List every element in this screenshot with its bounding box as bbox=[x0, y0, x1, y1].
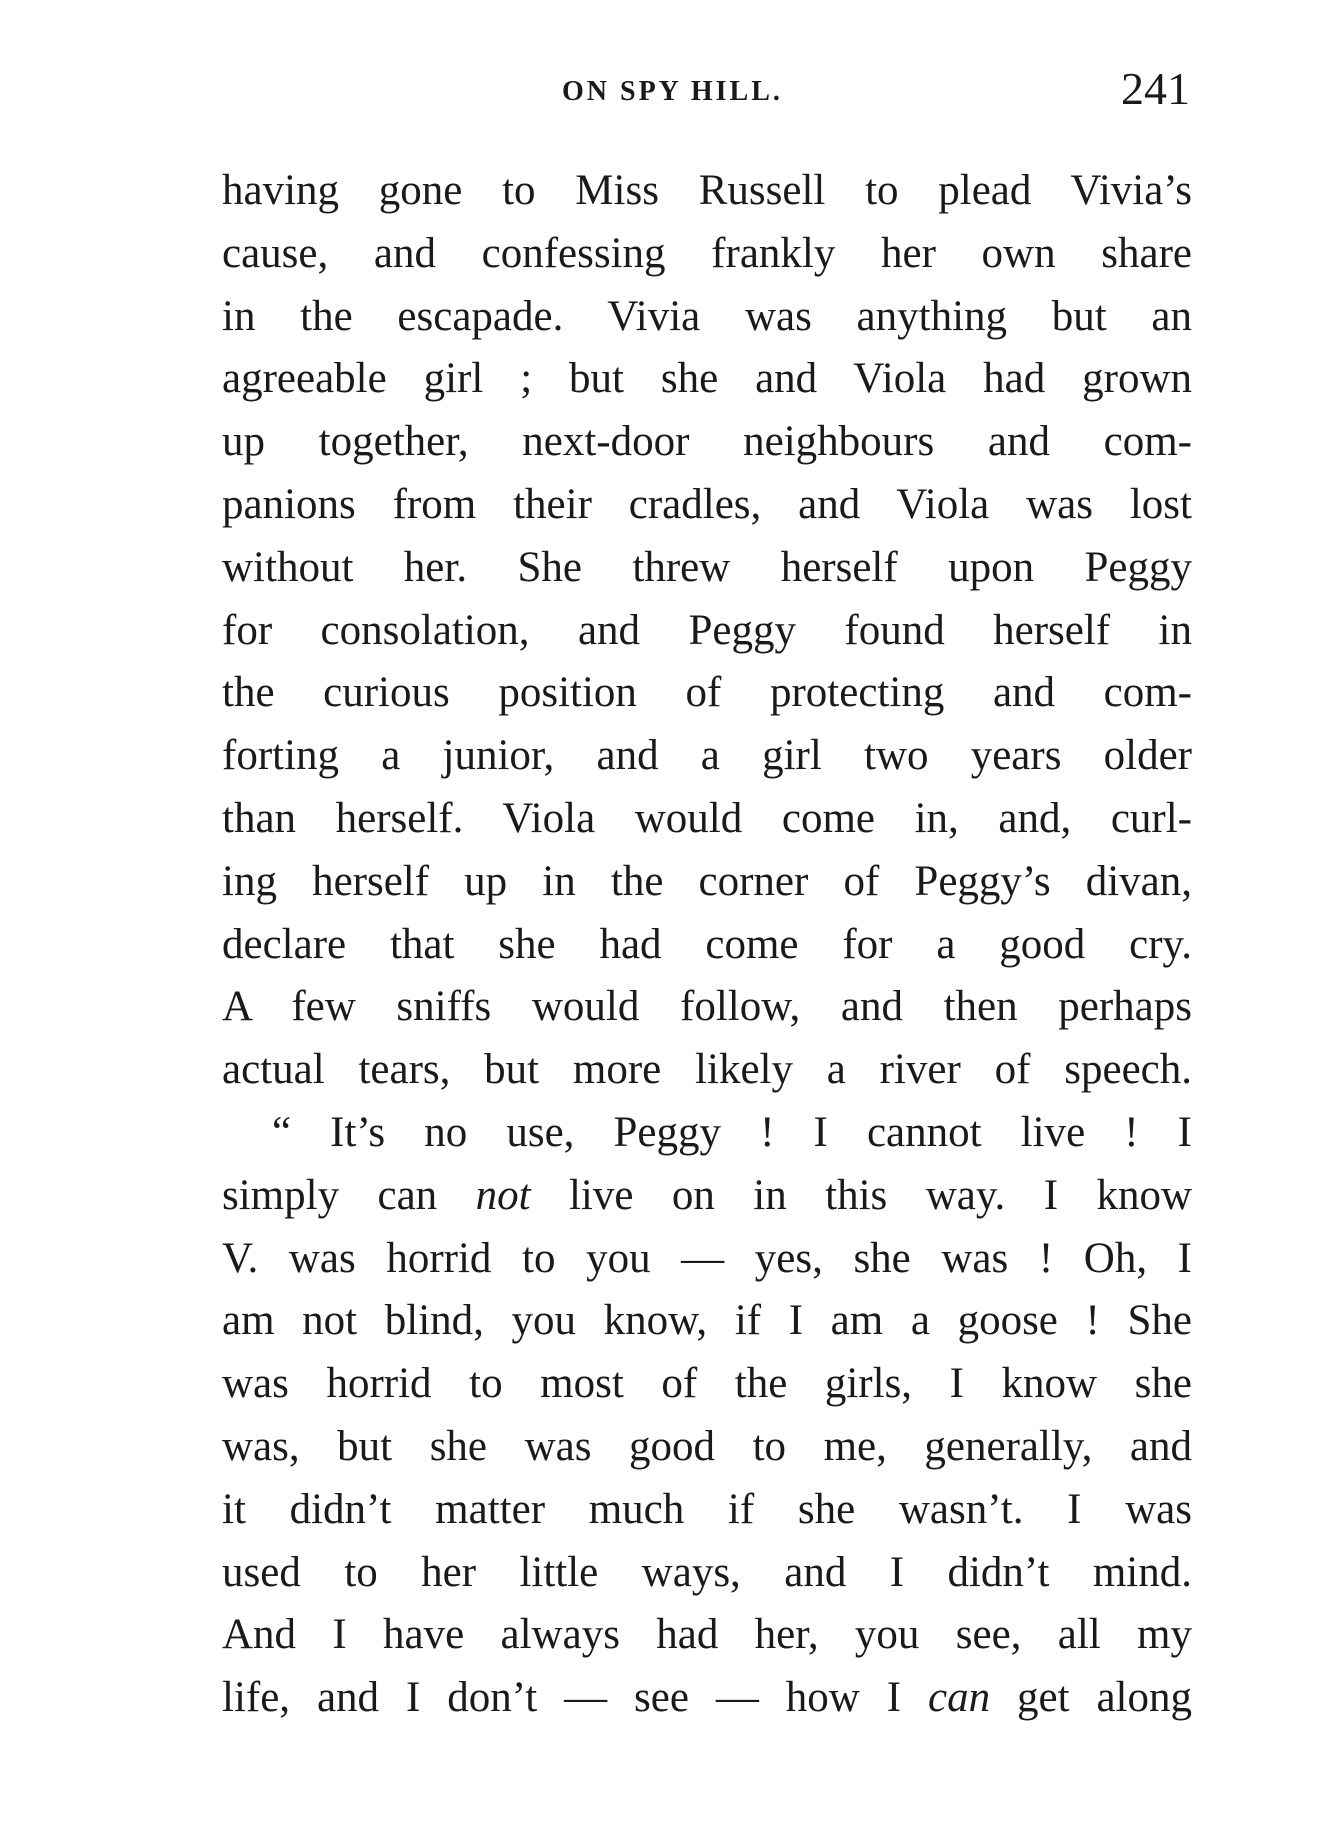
text-line-with-italic bbox=[222, 1165, 1192, 1228]
text-line-with-italic bbox=[222, 1667, 1192, 1730]
text-line: than herself. Viola would come in, and, curl- bbox=[222, 794, 1192, 842]
text-fragment: live on in this way. I know bbox=[568, 1171, 1193, 1219]
text-line: “ It’s no use, Peggy ! I cannot live ! I bbox=[272, 1108, 1192, 1156]
text-line: forting a junior, and a girl two years older bbox=[222, 732, 1192, 780]
text-line: without her. She threw herself upon Peggy bbox=[222, 543, 1192, 591]
text-line: was, but she was good to me, generally, and bbox=[222, 1422, 1192, 1470]
text-line: declare that she had come for a good cry. bbox=[222, 920, 1192, 968]
text-line: agreeable girl ; but she and Viola had grown bbox=[222, 355, 1192, 403]
text-line: was horrid to most of the girls, I know she bbox=[222, 1360, 1192, 1408]
italic-word: not bbox=[475, 1171, 531, 1219]
body-text bbox=[222, 160, 1192, 1730]
text-line: am not blind, you know, if I am a goose ! She bbox=[222, 1297, 1192, 1345]
text-line: panions from their cradles, and Viola was lost bbox=[222, 480, 1192, 528]
text-line: ing herself up in the corner of Peggy’s divan, bbox=[222, 857, 1192, 905]
text-line: the curious position of protecting and com- bbox=[222, 669, 1192, 717]
text-line: A few sniffs would follow, and then perhaps bbox=[222, 983, 1192, 1031]
text-line: actual tears, but more likely a river of speech. bbox=[222, 1046, 1192, 1094]
text-line: And I have always had her, you see, all my bbox=[222, 1611, 1192, 1659]
running-title: ON SPY HILL. bbox=[562, 76, 783, 107]
text-line: having gone to Miss Russell to plead Vivia’s bbox=[222, 167, 1192, 214]
text-fragment: simply can bbox=[222, 1171, 438, 1219]
page-number: 241 bbox=[1121, 63, 1190, 114]
text-fragment: life, and I don’t — see — how I bbox=[222, 1674, 902, 1722]
text-line: in the escapade. Vivia was anything but an bbox=[222, 292, 1192, 340]
text-line: V. was horrid to you — yes, she was ! Oh, I bbox=[222, 1234, 1192, 1282]
text-line: for consolation, and Peggy found herself in bbox=[222, 606, 1192, 654]
text-line: cause, and confessing frankly her own share bbox=[222, 229, 1192, 277]
italic-word: can bbox=[927, 1674, 991, 1722]
running-head bbox=[222, 62, 1192, 122]
text-line: up together, next-door neighbours and com- bbox=[222, 418, 1192, 466]
text-line: it didn’t matter much if she wasn’t. I was bbox=[222, 1485, 1192, 1533]
text-fragment: get along bbox=[1017, 1674, 1192, 1722]
text-line: used to her little ways, and I didn’t mind. bbox=[222, 1548, 1192, 1596]
